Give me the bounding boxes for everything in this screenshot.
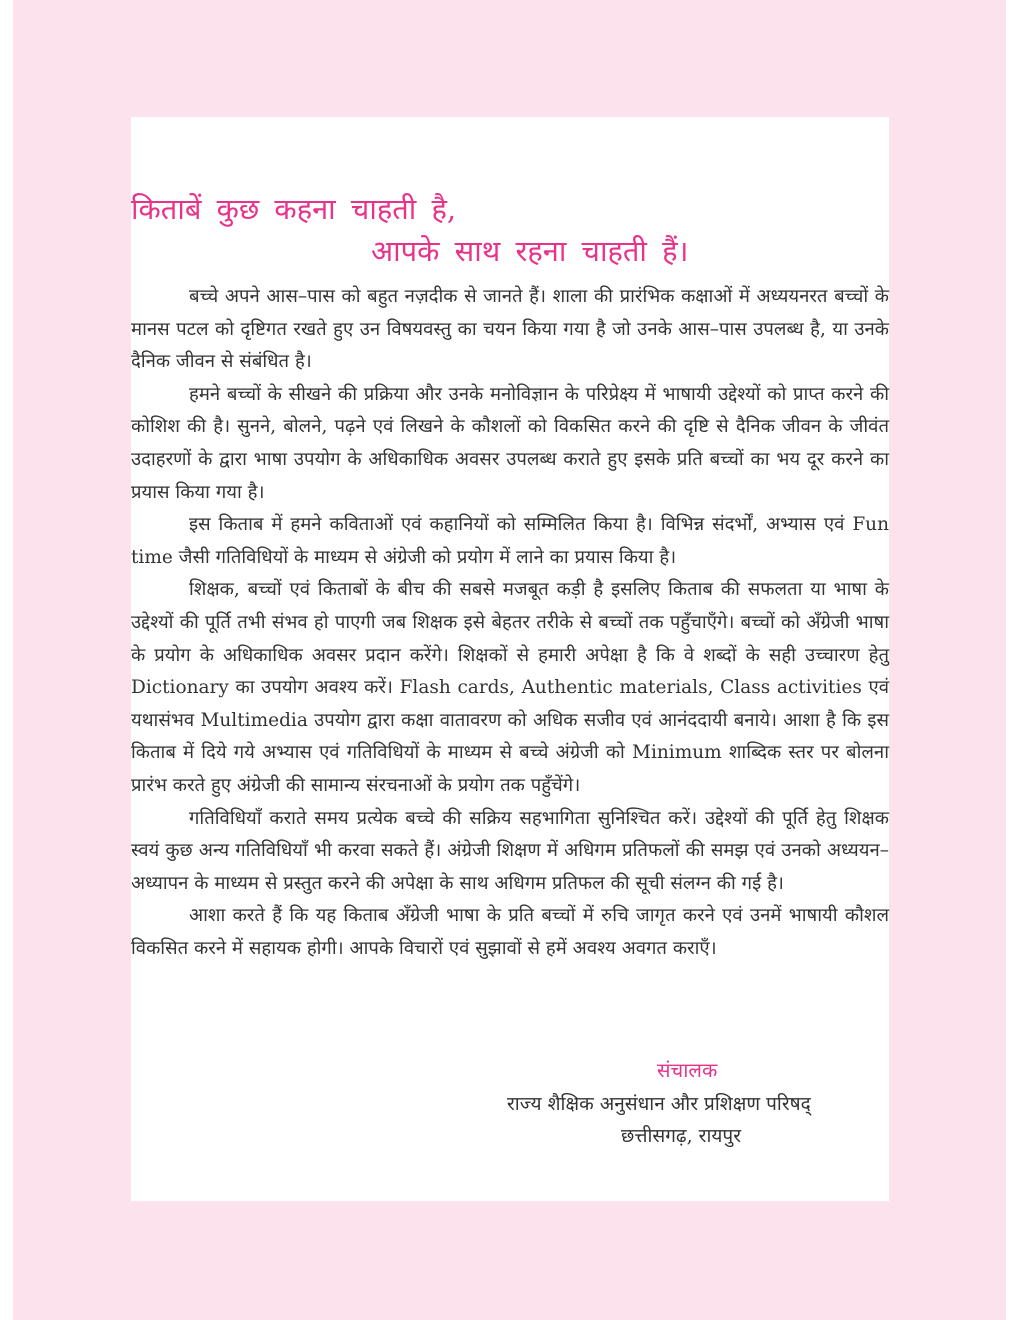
signature-title: संचालक xyxy=(657,1058,718,1082)
signature-place: छत्तीसगढ़, रायपुर xyxy=(621,1125,741,1147)
signature-organization: राज्य शैक्षिक अनुसंधान और प्रशिक्षण परिषद् xyxy=(507,1093,811,1115)
content-card xyxy=(131,117,889,1201)
paragraph-1: बच्चे अपने आस–पास को बहुत नज़दीक से जानते हैं। शाला की प्रारंभिक कक्षाओं में अध्ययनरत बच्चों के मानस पटल को दृष्टिगत रखते हुए उन विषयवस्तु का चयन किया गया है जो उनके आस–पास उपलब्ध है, या उनके दैनिक जीवन से संबंधित है। xyxy=(131,286,889,373)
paragraph-4: शिक्षक, बच्चों एवं किताबों के बीच की सबसे मजबूत कड़ी है इसलिए किताब की सफलता या भाषा के उद्देश्यों की पूर्ति तभी संभव हो पाएगी जब शिक्षक इसे बेहतर तरीके से बच्चों तक पहुँचाएँगे। बच्चों को अँग्रेजी भाषा के प्रयोग के अधिकाधिक अवसर प्रदान करेंगे। शिक्षकों से हमारी अपेक्षा है कि वे शब्दों के सही उच्चारण हेतु Dictionary का उपयोग अवश्य करें। Flash cards, Authentic materials, Class activities एवं यथासंभव Multimedia उपयोग द्वारा कक्षा वातावरण को अधिक सजीव एवं आनंददायी बनाये। आशा है कि इस किताब में दिये गये अभ्यास एवं गतिविधियों के माध्यम से बच्चे अंग्रेजी को Minimum शाब्दिक स्तर पर बोलना प्रारंभ करते हुए अंग्रेजी की सामान्य संरचनाओं के प्रयोग तक पहुँचेंगे। xyxy=(131,579,889,796)
heading-line-1: किताबें कुछ कहना चाहती है, xyxy=(131,192,457,226)
paragraph-3: इस किताब में हमने कविताओं एवं कहानियों को सम्मिलित किया है। विभिन्न संदर्भों, अभ्यास एवं Fun time जैसी गतिविधियों के माध्यम से अंग्रेजी को प्रयोग में लाने का प्रयास किया है। xyxy=(131,514,889,568)
paragraph-6: आशा करते हैं कि यह किताब अँग्रेजी भाषा के प्रति बच्चों में रुचि जागृत करने एवं उनमें भाषायी कौशल विकसित करने में सहायक होगी। आपके विचारों एवं सुझावों से हमें अवश्य अवगत कराएँ। xyxy=(131,905,889,959)
paragraph-2: हमने बच्चों के सीखने की प्रक्रिया और उनके मनोविज्ञान के परिप्रेक्ष्य में भाषायी उद्देश्यों को प्राप्त करने की कोशिश की है। सुनने, बोलने, पढ़ने एवं लिखने के कौशलों को विकसित करने की दृष्टि से दैनिक जीवन के जीवंत उदाहरणों के द्वारा भाषा उपयोग के अधिकाधिक अवसर उपलब्ध कराते हुए इसके प्रति बच्चों का भय दूर करने का प्रयास किया गया है। xyxy=(131,383,889,503)
paragraph-5: गतिविधियाँ कराते समय प्रत्येक बच्चे की सक्रिय सहभागिता सुनिश्चित करें। उद्देश्यों की पूर्ति हेतु शिक्षक स्वयं कुछ अन्य गतिविधियाँ भी करवा सकते हैं। अंग्रेजी शिक्षण में अधिगम प्रतिफलों की समझ एवं उनको अध्ययन–अध्यापन के माध्यम से प्रस्तुत करने की अपेक्षा के साथ अधिगम प्रतिफल की सूची संलग्न की गई है। xyxy=(131,807,889,894)
heading-line-2: आपके साथ रहना चाहती हैं। xyxy=(371,234,689,268)
body-text xyxy=(131,281,889,965)
